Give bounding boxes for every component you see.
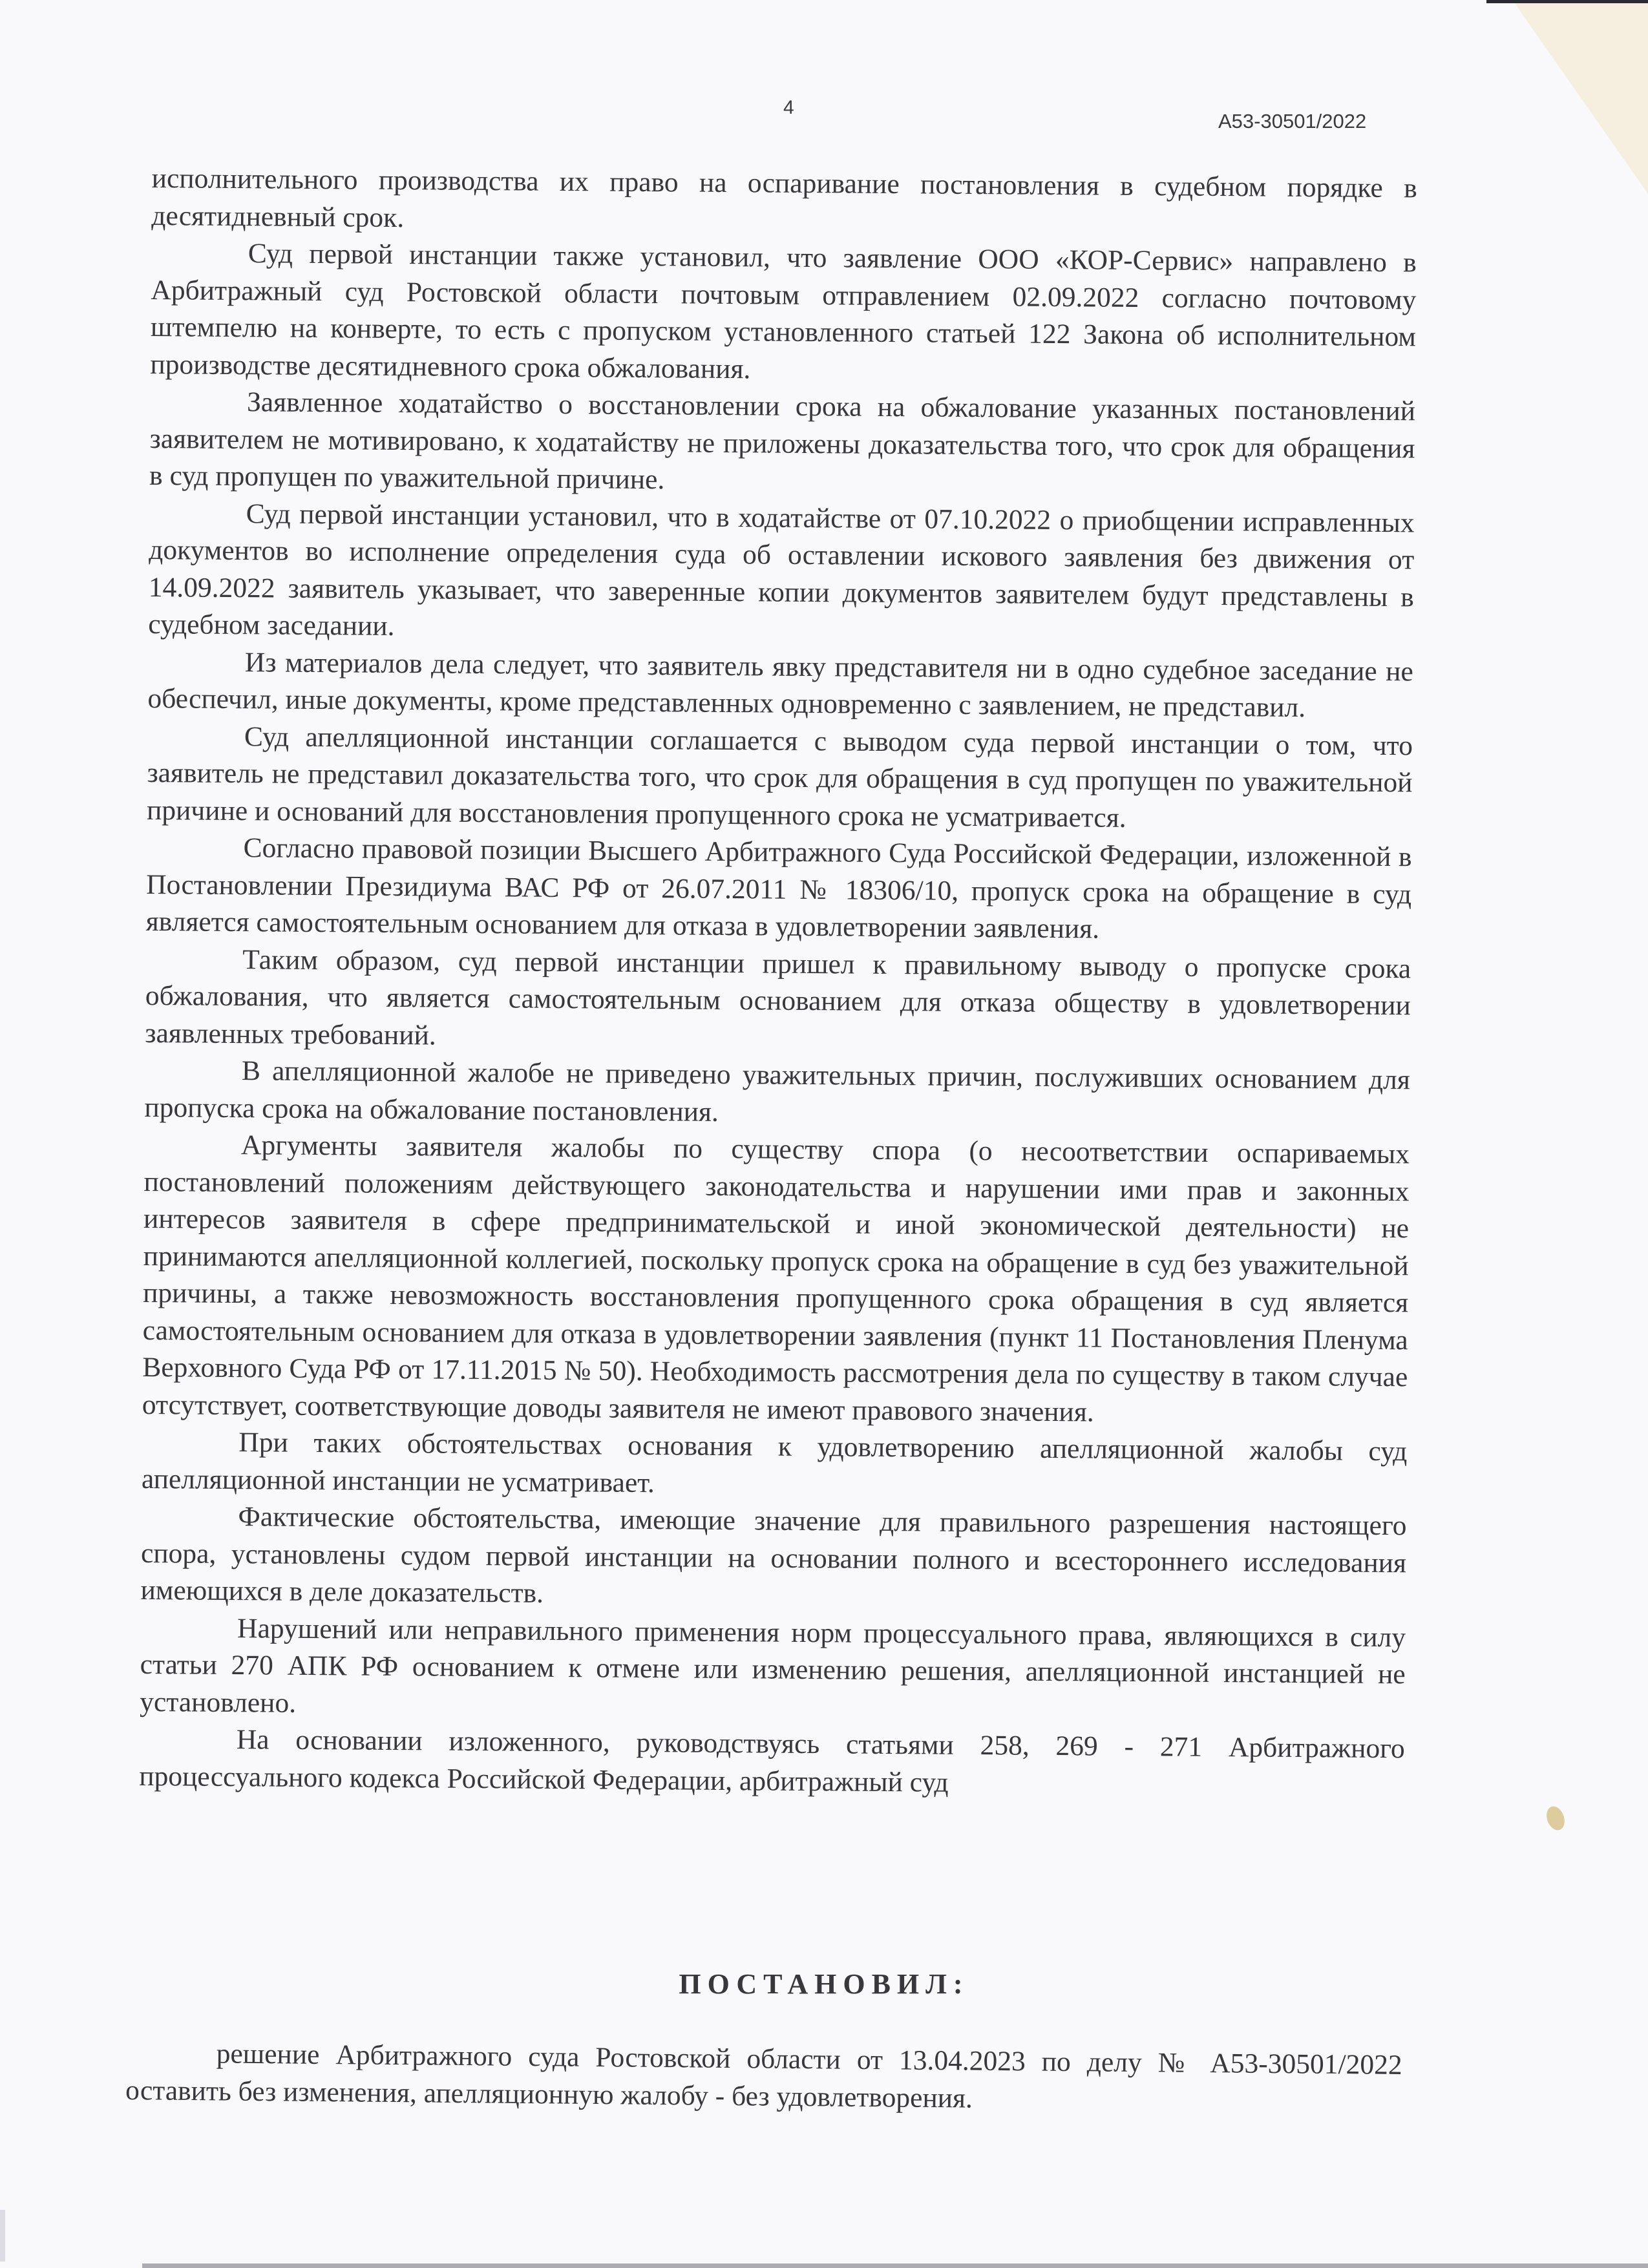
page-header xyxy=(0,97,1648,136)
resolution-text: решение Арбитражного суда Ростовской области от 13.04.2023 по делу № А53-30501/2022 оставить без изменения, апелляционную жалобу - без удовлетворения. xyxy=(125,2038,1402,2114)
case-number: А53-30501/2022 xyxy=(1218,110,1367,132)
page-number: 4 xyxy=(783,97,794,118)
paragraph: В апелляционной жалобе не приведено уважительных причин, послуживших основанием для пропуска срока на обжалование постановления. xyxy=(144,1055,1411,1128)
operative-heading: ПОСТАНОВИЛ: xyxy=(679,1968,969,2000)
paragraph: Из материалов дела следует, что заявитель явку представителя ни в одно судебное заседание не обеспечил, иные документы, кроме представленных одновременно с заявлением, не представил. xyxy=(147,646,1414,724)
paragraph: Таким образом, суд первой инстанции пришел к правильному выводу о пропуске срока обжалования, что является самостоятельным основанием для отказа обществу в удовлетворении заявленных требований. xyxy=(145,943,1411,1051)
paragraph: Нарушений или неправильного применения норм процессуального права, являющихся в силу статьи 270 АПК РФ основанием к отмене или изменению решения, апелляционной инстанцией не установлено. xyxy=(140,1612,1406,1719)
scan-edge-left xyxy=(0,2210,5,2262)
paragraph: Суд апелляционной инстанции соглашается с выводом суда первой инстанции о том, что заявитель не представил доказательства того, что срок для обращения в суд пропущен по уважительной причине и оснований для восстановления пропущенного срока не усматривается. xyxy=(146,720,1413,834)
paragraph: Согласно правовой позиции Высшего Арбитражного Суда Российской Федерации, изложенной в Постановлении Президиума ВАС РФ от 26.07.2011 № 18306/10, пропуск срока на обращение в суд является самостоятельным основанием для отказа в удовлетворении заявления. xyxy=(145,832,1412,945)
paper-stain xyxy=(1543,1804,1567,1833)
paragraph: исполнительного производства их право на оспаривание постановления в судебном порядке в десятидневный срок. xyxy=(151,162,1417,233)
paragraph: Заявленное ходатайство о восстановлении срока на обжалование указанных постановлений заявителем не мотивировано, к ходатайству не приложены доказательства того, что срок для обращения в суд пропущен по уважительной причине. xyxy=(149,386,1416,496)
paragraph: На основании изложенного, руководствуясь статьями 258, 269 - 271 Арбитражного процессуального кодекса Российской Федерации, арбитражный суд xyxy=(139,1724,1405,1798)
paragraph: Суд первой инстанции также установил, что заявление ООО «КОР-Сервис» направлено в Арбитражный суд Ростовской области почтовым отправлением 02.09.2022 согласно почтовому штемпелю на конверте, то есть с пропуском установленного статьей 122 Закона об исполнительном производстве десятидневного срока обжалования. xyxy=(150,238,1417,384)
scan-edge-bottom xyxy=(142,2263,1648,2268)
paragraph: Суд первой инстанции установил, что в ходатайстве от 07.10.2022 о приобщении исправленных документов во исполнение определения суда об оставлении искового заявления без движения от 14.09.2022 заявитель указывает, что заверенные копии документов заявителем будут представлены в судебном заседании. xyxy=(148,498,1415,642)
resolution-block xyxy=(125,2034,1402,2121)
paragraph: При таких обстоятельствах основания к удовлетворению апелляционной жалобы суд апелляционной инстанции не усматривает. xyxy=(141,1427,1408,1498)
document-body xyxy=(139,160,1417,1805)
scan-edge-top xyxy=(1486,0,1648,3)
paragraph: Аргументы заявителя жалобы по существу спора (о несоответствии оспариваемых постановлений положениям действующего законодательства и нарушении ими прав и законных интересов заявителя в сфере предпринимательской и иной экономической деятельности) не принимаются апелляционной коллегией, поскольку пропуск срока на обращение в суд без уважительной причины, а также невозможность восстановления пропущенного срока обращения в суд является самостоятельным основанием для отказа в удовлетворении заявления (пункт 11 Постановления Пленума Верховного Суда РФ от 17.11.2015 № 50). Необходимость рассмотрения дела по существу в таком случае отсутствует, соответствующие доводы заявителя не имеют правового значения. xyxy=(142,1129,1410,1428)
paragraph: Фактические обстоятельства, имеющие значение для правильного разрешения настоящего спора, установлены судом первой инстанции на основании полного и всестороннего исследования имеющихся в деле доказательств. xyxy=(140,1501,1407,1609)
